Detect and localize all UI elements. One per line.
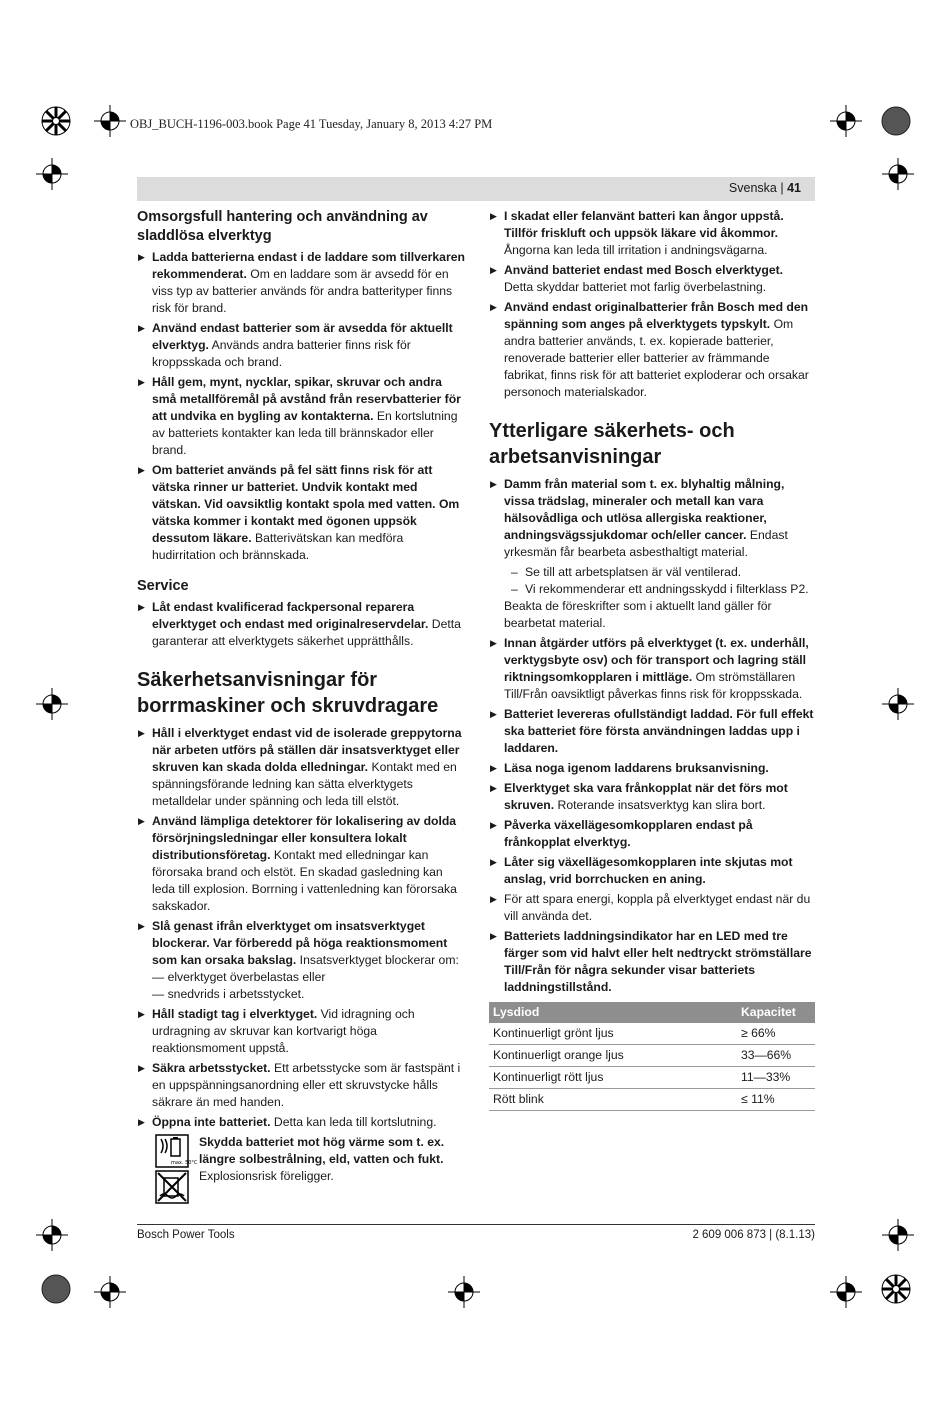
crosshair-mark-left-lower — [36, 1219, 68, 1251]
list-item: ▶ Håll i elverktyget endast vid de isolerade greppytorna när arbeten utförs på ställen där insatsverktyget eller skruven kan skada dolda elledningar. Kontakt med en spänningsförande ledning kan sätta elverktygets metalldelar under spänning och leda till elstöt. — [137, 725, 467, 810]
table-row — [489, 1067, 815, 1089]
crosshair-mark-right-upper — [882, 158, 914, 190]
table-cell: ≥ 66% — [737, 1023, 815, 1045]
battery-indicator-table — [489, 1002, 815, 1111]
footer-doc-number: 2 609 006 873 | (8.1.13) — [692, 1229, 815, 1241]
registration-mark-bottom-right — [880, 1273, 912, 1305]
table-cell: Rött blink — [489, 1089, 737, 1111]
gray-circle-mark-top-right — [880, 105, 912, 137]
registration-mark-top-left — [40, 105, 72, 137]
battery-heat-icon — [155, 1134, 198, 1168]
list-item: ▶ Batteriets laddningsindikator har en LED med tre färger som vid halvt eller helt nedtryckt strömställare Till/Från för några sekunder visar batteriets laddningstillstånd. — [489, 928, 815, 996]
battery-warning-note — [155, 1134, 467, 1206]
page-number: 41 — [787, 181, 801, 195]
dash-item: – Se till att arbetsplatsen är väl ventilerad. — [489, 564, 815, 581]
right-column — [489, 208, 815, 1111]
icon-label: max. 50°C — [171, 1160, 198, 1166]
table-header-row — [489, 1002, 815, 1023]
list-item: ▶ Använd batteriet endast med Bosch elverktyget. Detta skyddar batteriet mot farlig överbelastning. — [489, 262, 815, 296]
list-item: ▶ Om batteriet används på fel sätt finns risk för att vätska rinner ur batteriet. Undvik kontakt med vätskan. Vid oavsiktlig kontakt spola med vatten. Om vätska kommer i kontakt med ögonen uppsök dessutom läkare. Batterivätskan kan medföra hudirritation och brännskada. — [137, 462, 467, 564]
list-item: ▶ Håll gem, mynt, nycklar, spikar, skruvar och andra små metallföremål på avstånd från reservbatterier för att undvika en bygling av kontakterna. En kortslutning av batteriets kontakter kan leda till brännskador eller brand. — [137, 374, 467, 459]
table-row — [489, 1045, 815, 1067]
list-item: ▶ Använd lämpliga detektorer för lokalisering av dolda försörjningsledningar eller konsultera lokalt distributionsföretag. Kontakt med elledningar kan förorsaka brand och elstöt. En skadad gasledning kan leda till explosion. Borrning i vattenledning kan förorsaka sakskador. — [137, 813, 467, 915]
crosshair-mark-bottom-left — [94, 1276, 126, 1308]
table-header-capacity: Kapacitet — [737, 1002, 815, 1023]
crosshair-mark-right-middle — [882, 688, 914, 720]
table-cell: 11—33% — [737, 1067, 815, 1089]
table-row — [489, 1089, 815, 1111]
list-item: ▶ Använd endast batterier som är avsedda för aktuellt elverktyg. Används andra batterier finns risk för kroppsskada och brand. — [137, 320, 467, 371]
section-title-cordless-tools: Omsorgsfull hantering och användning av sladdlösa elverktyg — [137, 209, 428, 244]
list-item: ▶ Öppna inte batteriet. Detta kan leda till kortslutning. — [137, 1114, 467, 1131]
header-language: Svenska — [728, 181, 777, 195]
crosshair-mark-left-middle — [36, 688, 68, 720]
list-item: ▶ För att spara energi, koppla på elverktyget endast när du vill använda det. — [489, 891, 815, 925]
list-item: ▶ Slå genast ifrån elverktyget om insatsverktyget blockerar. Var förberedd på höga reaktionsmoment som kan orsaka bakslag. Insatsverktyget blockerar om: — elverktyget överbelastas eller — snedvrids i arbetsstycket. — [137, 918, 467, 1003]
list-item: ▶ Håll stadigt tag i elverktyget. Vid idragning och urdragning av skruvar kan kortvarigt höga reaktionsmoment uppstå. — [137, 1006, 467, 1057]
list-item: ▶ Batteriet levereras ofullständigt laddad. För full effekt ska batteriet före första användningen laddas upp i laddaren. — [489, 706, 815, 757]
gray-circle-mark-bottom-left — [40, 1273, 72, 1305]
table-cell: Kontinuerligt grönt ljus — [489, 1023, 737, 1045]
section-title-additional-safety: Ytterligare säkerhets- och arbetsanvisningar — [489, 420, 735, 468]
table-cell: Kontinuerligt orange ljus — [489, 1045, 737, 1067]
list-item: ▶ Säkra arbetsstycket. Ett arbetsstycke som är fastspänt i en uppspänningsanordning eller ett skruvstycke hålls säkrare än med handen. — [137, 1060, 467, 1111]
crosshair-mark-top-left — [94, 105, 126, 137]
section-title-drill-safety: Säkerhetsanvisningar för borrmaskiner och skruvdragare — [137, 669, 439, 717]
footer-publisher: Bosch Power Tools — [137, 1229, 235, 1241]
crosshair-mark-top-right — [830, 105, 862, 137]
table-cell: 33—66% — [737, 1045, 815, 1067]
print-header: OBJ_BUCH-1196-003.book Page 41 Tuesday, January 8, 2013 4:27 PM — [130, 117, 493, 131]
list-item: ▶ I skadat eller felanvänt batteri kan ångor uppstå. Tillför friskluft och uppsök läkare vid åkommor. Ångorna kan leda till irritation i andningsvägarna. — [489, 208, 815, 259]
table-cell: ≤ 11% — [737, 1089, 815, 1111]
table-row — [489, 1023, 815, 1045]
list-item: ▶ Påverka växellägesomkopplaren endast på frånkopplat elverktyg. — [489, 817, 815, 851]
header-separator: | — [780, 181, 784, 195]
table-header-led: Lysdiod — [489, 1002, 737, 1023]
crosshair-mark-right-lower — [882, 1219, 914, 1251]
battery-warning-text: Skydda batteriet mot hög värme som t. ex. längre solbestrålning, eld, vatten och fukt. Explosionsrisk föreligger. — [199, 1135, 445, 1183]
left-column — [137, 208, 467, 1206]
list-item: ▶ Låt endast kvalificerad fackpersonal reparera elverktyget och endast med originalreservdelar. Detta garanterar att elverktygets säkerhet upprätthålls. — [137, 599, 467, 650]
list-item: ▶ Elverktyget ska vara frånkopplat när det förs mot skruven. Roterande insatsverktyg kan slira bort. — [489, 780, 815, 814]
table-cell: Kontinuerligt rött ljus — [489, 1067, 737, 1089]
footer-divider — [137, 1224, 815, 1225]
sub-item: — snedvrids i arbetsstycket. — [152, 987, 305, 1001]
list-item: ▶ Läsa noga igenom laddarens bruksanvisning. — [489, 760, 815, 777]
crosshair-mark-left-upper — [36, 158, 68, 190]
list-item: ▶ Låter sig växellägesomkopplaren inte skjutas mot anslag, vrid borrchucken en aning. — [489, 854, 815, 888]
page-header — [729, 181, 801, 195]
dash-item: – Vi rekommenderar ett andningsskydd i filterklass P2. — [489, 581, 815, 598]
list-item: ▶ Innan åtgärder utförs på elverktyget (t. ex. underhåll, verktygsbyte osv) och för transport och lagring ställ riktningsomkopplaren i mittläge. Om strömställaren Till/Från oavsiktligt påverkas finns risk för kroppsskada. — [489, 635, 815, 703]
crosshair-mark-bottom-center — [448, 1276, 480, 1308]
sub-item: — elverktyget överbelastas eller — [152, 970, 326, 984]
list-item: ▶ Använd endast originalbatterier från Bosch med den spänning som anges på elverktygets typskylt. Om andra batterier används, t. ex. kopierade batterier, renoverade batterier eller batterier av främmande fabrikat, finns risk för att batteriet exploderar och orsakar personoch materialskador. — [489, 299, 815, 401]
crosshair-mark-bottom-right — [830, 1276, 862, 1308]
paragraph: Beakta de föreskrifter som i aktuellt land gäller för bearbetat material. — [504, 599, 772, 630]
list-item: ▶ Ladda batterierna endast i de laddare som tillverkaren rekommenderat. Om en laddare som är avsedd för en viss typ av batterier används för andra batterityper finns risk för brand. — [137, 249, 467, 317]
section-title-service: Service — [137, 578, 189, 594]
no-water-fire-icon — [155, 1170, 189, 1204]
page-header-bar — [137, 177, 815, 201]
list-item: ▶ Damm från material som t. ex. blyhaltig målning, vissa trädslag, mineraler och metall kan vara hälsovådliga och utlösa allergiska reaktioner, andningsvägssjukdomar och/eller cancer. Endast yrkesmän får bearbeta asbesthaltigt material. — [489, 476, 815, 561]
